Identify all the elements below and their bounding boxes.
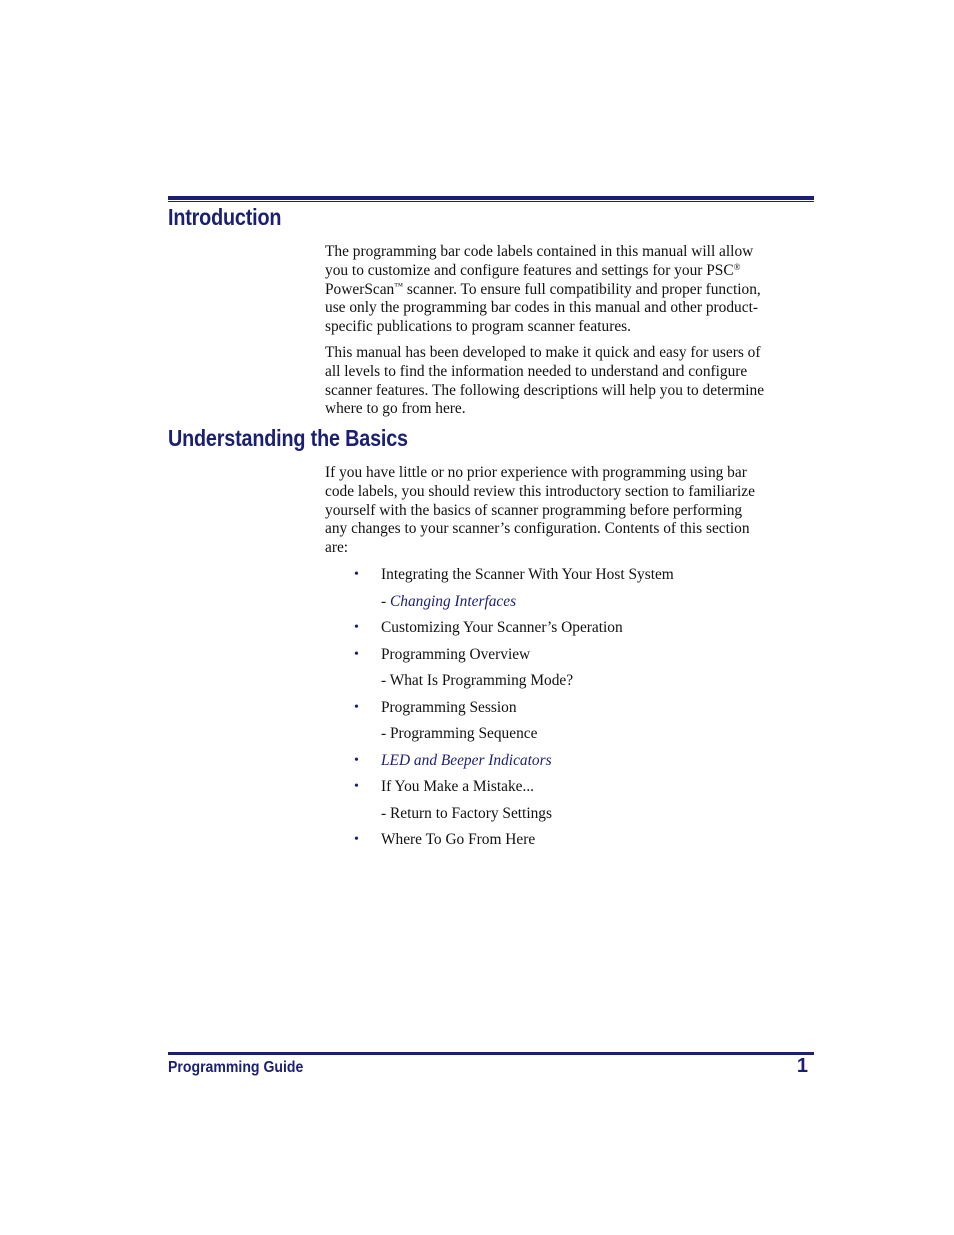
page-number: 1 <box>796 1055 808 1077</box>
introduction-heading: Introduction <box>168 204 282 230</box>
list-item-text: Customizing Your Scanner’s Operation <box>381 619 623 636</box>
sub-item-prefix: - <box>381 593 390 610</box>
basics-line-5: are: <box>325 539 349 557</box>
registered-mark: ® <box>733 261 741 272</box>
intro-p1-line-2 <box>325 262 817 281</box>
sub-item-text: - Programming Sequence <box>381 725 538 742</box>
intro-p1-line-2-text: you to customize and configure features and settings for your PSC <box>325 261 734 279</box>
bullet-icon: • <box>354 700 359 715</box>
led-beeper-indicators-link[interactable]: LED and Beeper Indicators <box>381 752 552 769</box>
basics-line-4: any changes to your scanner’s configuration. Contents of this section <box>325 520 750 538</box>
understanding-basics-heading: Understanding the Basics <box>168 425 408 451</box>
intro-paragraph-1 <box>325 243 817 337</box>
intro-p1-line-1: The programming bar code labels contained in this manual will allow <box>325 243 754 260</box>
intro-p2-line-4: where to go from here. <box>325 400 466 418</box>
list-item-text: Where To Go From Here <box>381 831 536 848</box>
intro-p1-line-3 <box>325 281 817 300</box>
bullet-icon: • <box>354 647 359 662</box>
bullet-icon: • <box>354 620 359 635</box>
bullet-icon: • <box>354 753 359 768</box>
list-item-text: If You Make a Mistake... <box>381 778 535 795</box>
basics-line-3: yourself with the basics of scanner programming before performing <box>325 501 743 519</box>
bullet-icon: • <box>354 567 359 582</box>
list-item-text: Programming Overview <box>381 646 531 663</box>
bullet-icon: • <box>354 779 359 794</box>
intro-p2-line-3: scanner features. The following descriptions will help you to determine <box>325 381 765 399</box>
intro-p1-line-3-text: scanner. To ensure full compatibility and proper function, <box>403 280 761 298</box>
intro-p2-line-2: all levels to find the information needed to understand and configure <box>325 362 748 380</box>
bullet-icon: • <box>354 832 359 847</box>
intro-p1-line-4: use only the programming bar codes in this manual and other product- <box>325 299 758 317</box>
footer-title: Programming Guide <box>168 1059 304 1076</box>
top-rule <box>168 196 814 202</box>
powerscan-name: PowerScan <box>325 280 395 298</box>
top-rule-thin <box>168 201 814 202</box>
basics-paragraph <box>325 464 817 558</box>
basics-line-1: If you have little or no prior experience with programming using bar <box>325 464 747 481</box>
intro-p1-line-5: specific publications to program scanner features. <box>325 318 631 336</box>
trademark-mark: ™ <box>394 280 404 291</box>
sub-item-text: - Return to Factory Settings <box>381 805 552 822</box>
changing-interfaces-link[interactable]: Changing Interfaces <box>389 593 517 610</box>
intro-paragraph-2 <box>325 344 817 419</box>
top-rule-thick <box>168 196 814 200</box>
basics-line-2: code labels, you should review this introductory section to familiarize <box>325 482 755 500</box>
intro-p2-line-1: This manual has been developed to make it quick and easy for users of <box>325 344 761 361</box>
list-item-text: Programming Session <box>381 699 517 716</box>
sub-item-text: - What Is Programming Mode? <box>381 672 574 689</box>
footer-rule <box>168 1052 814 1055</box>
list-item-text: Integrating the Scanner With Your Host System <box>381 566 674 583</box>
